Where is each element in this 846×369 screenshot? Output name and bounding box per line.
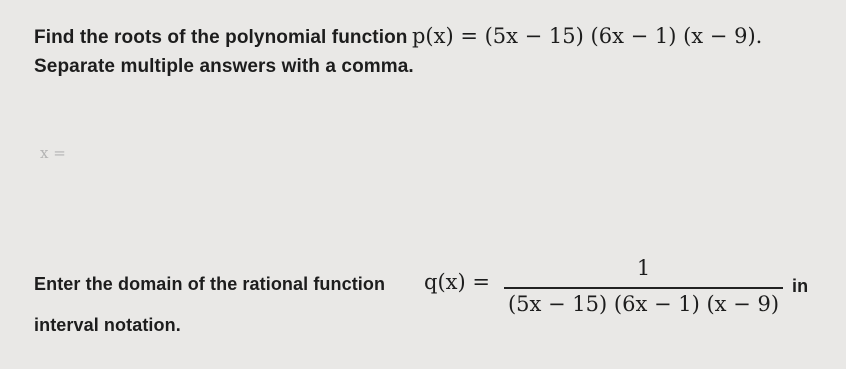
fraction-denominator: (5x − 15) (6x − 1) (x − 9) xyxy=(507,292,780,316)
fraction-numerator: 1 xyxy=(636,256,651,280)
question-2-tail: in xyxy=(792,276,809,296)
question-2-fraction xyxy=(504,256,783,322)
fraction-bar xyxy=(504,287,783,289)
question-2-function-lhs: q(x) = xyxy=(424,270,490,294)
question-1-instruction: Separate multiple answers with a comma. xyxy=(34,56,414,77)
answer-input-label[interactable]: x = xyxy=(40,144,66,162)
question-1-stem: Find the roots of the polynomial function xyxy=(34,27,408,48)
question-1-function-lhs: p(x) = xyxy=(411,24,485,48)
question-1-function-rhs: (5x − 15) (6x − 1) (x − 9). xyxy=(484,24,763,48)
question-2-instruction: interval notation. xyxy=(34,315,181,335)
question-2-stem: Enter the domain of the rational function xyxy=(34,274,386,294)
question-1-prompt xyxy=(34,24,762,49)
